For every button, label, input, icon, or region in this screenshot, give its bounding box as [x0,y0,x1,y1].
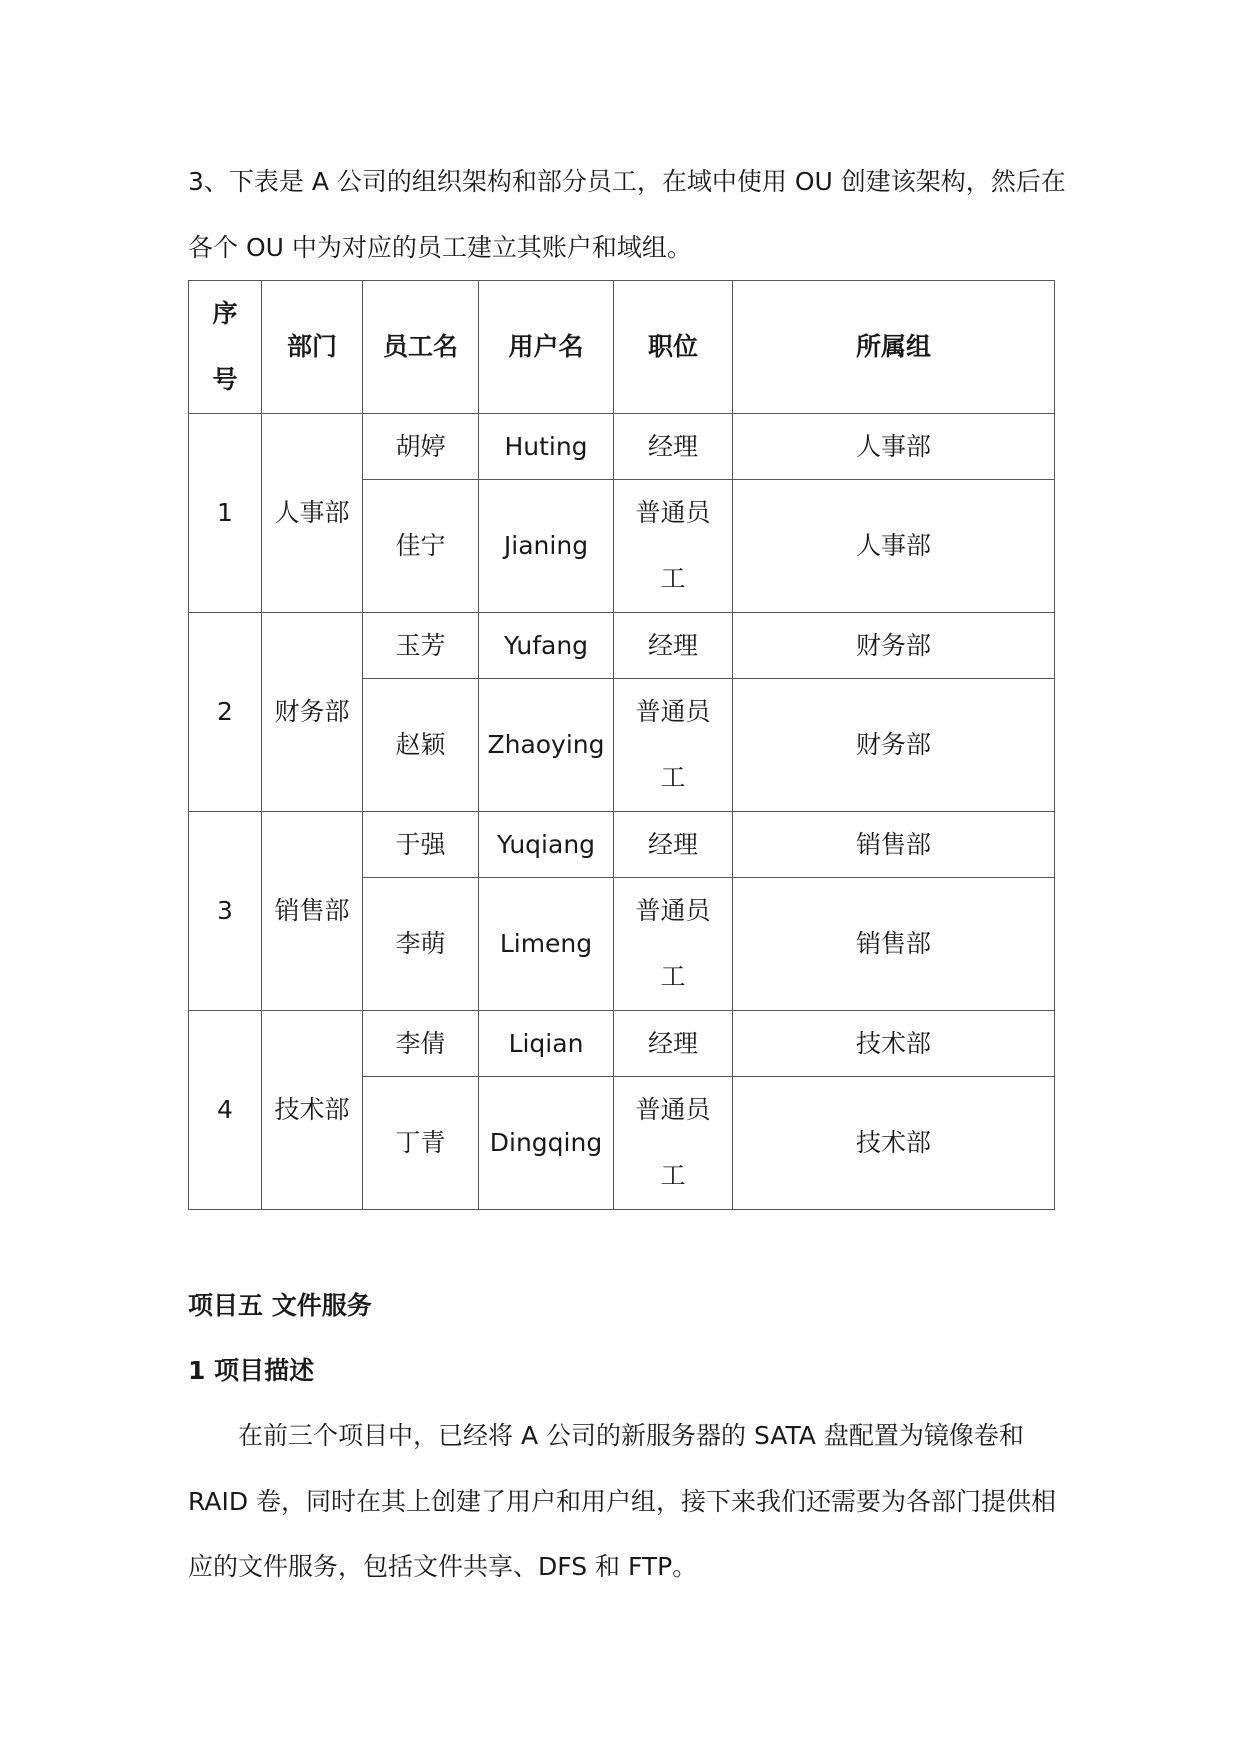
username-cell: Dingqing [479,1077,614,1210]
dept-name-cell: 技术部 [262,1011,363,1210]
username-cell: Jianing [479,480,614,613]
table-row [189,812,1055,878]
body-line-3: 应的文件服务，包括文件共享、DFS 和 FTP。 [188,1552,698,1581]
table-row [189,613,1055,679]
employee-cell: 李萌 [363,878,479,1011]
username-cell: Liqian [479,1011,614,1077]
dept-index-cell: 4 [189,1011,262,1210]
table-header-row [189,281,1055,414]
position-cell: 普通员工 [614,679,733,812]
position-cell: 经理 [614,414,733,480]
employee-cell: 赵颖 [363,679,479,812]
username-cell: Zhaoying [479,679,614,812]
body-line-2: RAID 卷，同时在其上创建了用户和用户组，接下来我们还需要为各部门提供相 [188,1487,1057,1516]
dept-name-cell: 财务部 [262,613,363,812]
intro-line-2: 各个 OU 中为对应的员工建立其账户和域组。 [188,233,692,262]
header-username: 用户名 [479,281,614,414]
username-cell: Limeng [479,878,614,1011]
group-cell: 财务部 [733,613,1055,679]
dept-index-cell: 3 [189,812,262,1011]
org-structure-table [188,280,1055,1210]
group-cell: 销售部 [733,878,1055,1011]
intro-line-1: 3、下表是 A 公司的组织架构和部分员工，在域中使用 OU 创建该架构，然后在 [188,167,1066,196]
dept-index-cell: 1 [189,414,262,613]
group-cell: 人事部 [733,480,1055,613]
section-heading: 1 项目描述 [188,1356,315,1385]
header-position: 职位 [614,281,733,414]
position-cell: 普通员工 [614,1077,733,1210]
group-cell: 销售部 [733,812,1055,878]
group-cell: 技术部 [733,1011,1055,1077]
position-cell: 普通员工 [614,480,733,613]
employee-cell: 李倩 [363,1011,479,1077]
dept-index-cell: 2 [189,613,262,812]
username-cell: Huting [479,414,614,480]
employee-cell: 佳宁 [363,480,479,613]
table-row [189,414,1055,480]
position-cell: 经理 [614,1011,733,1077]
project-title: 项目五 文件服务 [188,1291,372,1320]
body-line-1: 在前三个项目中，已经将 A 公司的新服务器的 SATA 盘配置为镜像卷和 [238,1421,1024,1450]
position-cell: 经理 [614,812,733,878]
header-department: 部门 [262,281,363,414]
position-cell: 经理 [614,613,733,679]
group-cell: 财务部 [733,679,1055,812]
employee-cell: 胡婷 [363,414,479,480]
header-group: 所属组 [733,281,1055,414]
group-cell: 技术部 [733,1077,1055,1210]
header-index: 序号 [189,281,262,414]
header-employee: 员工名 [363,281,479,414]
employee-cell: 于强 [363,812,479,878]
employee-cell: 丁青 [363,1077,479,1210]
group-cell: 人事部 [733,414,1055,480]
dept-name-cell: 销售部 [262,812,363,1011]
dept-name-cell: 人事部 [262,414,363,613]
username-cell: Yufang [479,613,614,679]
username-cell: Yuqiang [479,812,614,878]
position-cell: 普通员工 [614,878,733,1011]
table-row [189,1011,1055,1077]
employee-cell: 玉芳 [363,613,479,679]
